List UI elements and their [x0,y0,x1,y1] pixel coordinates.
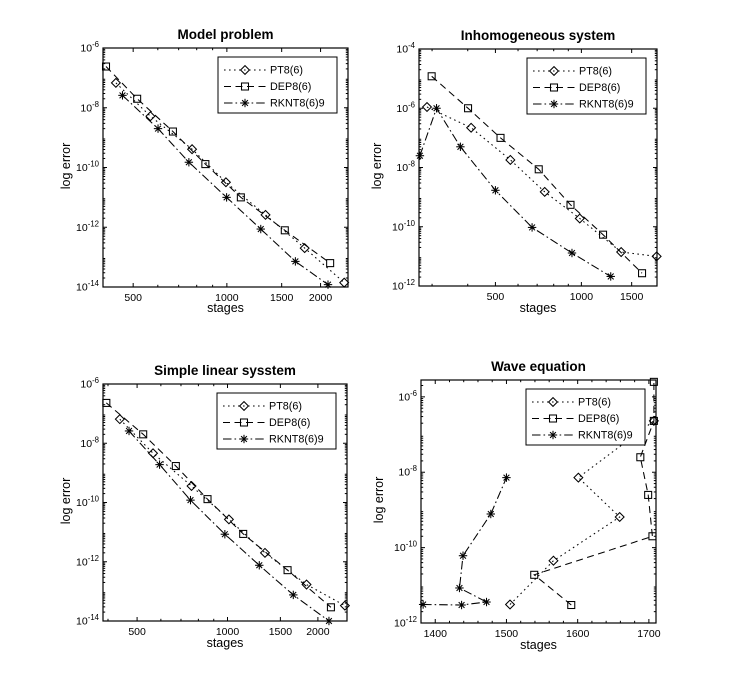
y-tick-label: $10^{-8}$ [398,464,417,479]
diamond-marker [340,278,349,287]
subplot-inhomogeneous-system [369,0,738,344]
y-tick-label: $10^{-10}$ [392,218,415,234]
y-tick-label: $10^{-10}$ [76,159,99,174]
legend-entry-label: RKNT8(6)9 [270,97,325,110]
series-line [510,421,654,605]
y-axis-label: log error [372,476,386,524]
series-rknt8-6-9 [419,473,511,609]
diamond-marker [149,449,158,458]
y-tick-label: $10^{-6}$ [398,388,417,404]
asterisk-marker [416,152,424,160]
asterisk-marker [502,473,510,481]
plot-title: Wave equation [491,359,586,374]
x-tick-label: 500 [124,292,142,304]
plot-canvas-model-problem [0,0,369,344]
diamond-marker [222,178,231,187]
square-marker [637,454,644,461]
x-tick-label: 1600 [565,628,590,640]
y-tick-label: $10^{-10}$ [394,539,417,555]
asterisk-marker [482,598,490,606]
diamond-marker [549,556,558,565]
legend-entry-label: PT8(6) [579,65,612,78]
series-line [123,95,329,284]
y-tick-label: $10^{-8}$ [80,99,99,115]
y-tick-label: $10^{-8}$ [396,159,415,174]
asterisk-marker [325,617,333,625]
plot-canvas-inhomogeneous-system [369,0,738,344]
x-tick-label: 1500 [269,292,294,304]
series-rknt8-6-9 [118,91,332,289]
series-pt8-6- [423,103,661,261]
y-tick-label: $10^{-4}$ [396,41,415,56]
x-axis-label: stages [207,301,244,315]
y-tick-label: $10^{-12}$ [76,553,99,569]
square-marker [327,260,334,267]
asterisk-marker [457,601,465,609]
y-tick-label: $10^{-6}$ [396,100,415,115]
diamond-marker [340,601,349,610]
asterisk-marker [419,600,427,608]
subplot-wave-equation [369,344,738,688]
legend-entry-label: DEP8(6) [578,413,620,425]
legend [527,58,646,114]
legend-entry-label: PT8(6) [270,64,303,77]
plot-title: Simple linear sysstem [154,363,296,378]
y-tick-label: $10^{-6}$ [80,40,99,55]
asterisk-marker [432,104,440,112]
legend-entry-label: DEP8(6) [270,81,312,93]
series-rknt8-6-9 [125,427,333,625]
y-tick-label: $10^{-6}$ [80,376,99,391]
diamond-marker [302,580,311,589]
y-axis-label: log error [59,142,73,190]
asterisk-marker [568,249,576,257]
asterisk-marker [455,584,463,592]
subplot-simple-linear-system [0,344,369,688]
plot-canvas-wave-equation [369,344,738,688]
diamond-marker [115,415,124,424]
diamond-marker [574,473,583,482]
diamond-marker [261,548,270,557]
asterisk-marker [487,510,495,518]
legend-entry-label: DEP8(6) [579,82,621,94]
y-axis-label: log error [59,477,73,525]
x-tick-label: 1500 [619,291,644,303]
plot-title: Model problem [177,27,274,42]
legend [217,393,336,449]
series-rknt8-6-9 [416,104,615,281]
x-tick-label: 1400 [423,628,447,640]
legend-entry-label: PT8(6) [269,400,302,413]
x-tick-label: 1000 [215,626,240,638]
x-tick-label: 500 [128,626,146,638]
x-tick-label: 1000 [569,291,594,303]
x-axis-label: stages [520,638,557,652]
y-tick-label: $10^{-8}$ [80,435,99,450]
y-tick-label: $10^{-12}$ [394,615,417,630]
x-tick-label: 1500 [494,628,519,640]
series-line [423,478,506,605]
asterisk-marker [459,552,467,560]
legend-entry-label: RKNT8(6)9 [578,429,633,442]
x-axis-label: stages [206,636,244,650]
y-tick-label: $10^{-12}$ [76,219,99,234]
x-tick-label: 1700 [637,628,661,640]
x-tick-label: 1500 [268,626,293,638]
legend-entry-label: RKNT8(6)9 [579,98,634,111]
legend [218,57,337,113]
x-tick-label: 2000 [306,626,330,638]
asterisk-marker [607,272,615,280]
legend-entry-label: PT8(6) [578,396,611,409]
asterisk-marker [291,257,299,265]
diamond-marker [111,78,120,87]
plot-title: Inhomogeneous system [460,28,616,43]
legend-entry-label: DEP8(6) [269,417,311,429]
x-axis-label: stages [519,301,557,315]
y-tick-label: $10^{-12}$ [392,278,415,293]
diamond-marker [467,123,476,132]
square-marker [639,270,646,277]
series-line [129,431,329,621]
x-tick-label: 1000 [215,292,239,304]
x-tick-label: 500 [486,291,505,303]
y-tick-label: $10^{-10}$ [76,494,99,509]
x-tick-label: 2000 [308,292,333,304]
y-tick-label: $10^{-14}$ [76,613,99,628]
series-line [420,108,611,276]
subplot-model-problem [0,0,369,344]
y-tick-label: $10^{-14}$ [76,279,99,294]
legend-entry-label: RKNT8(6)9 [269,433,324,446]
y-axis-label: log error [370,142,384,190]
legend [526,389,645,445]
